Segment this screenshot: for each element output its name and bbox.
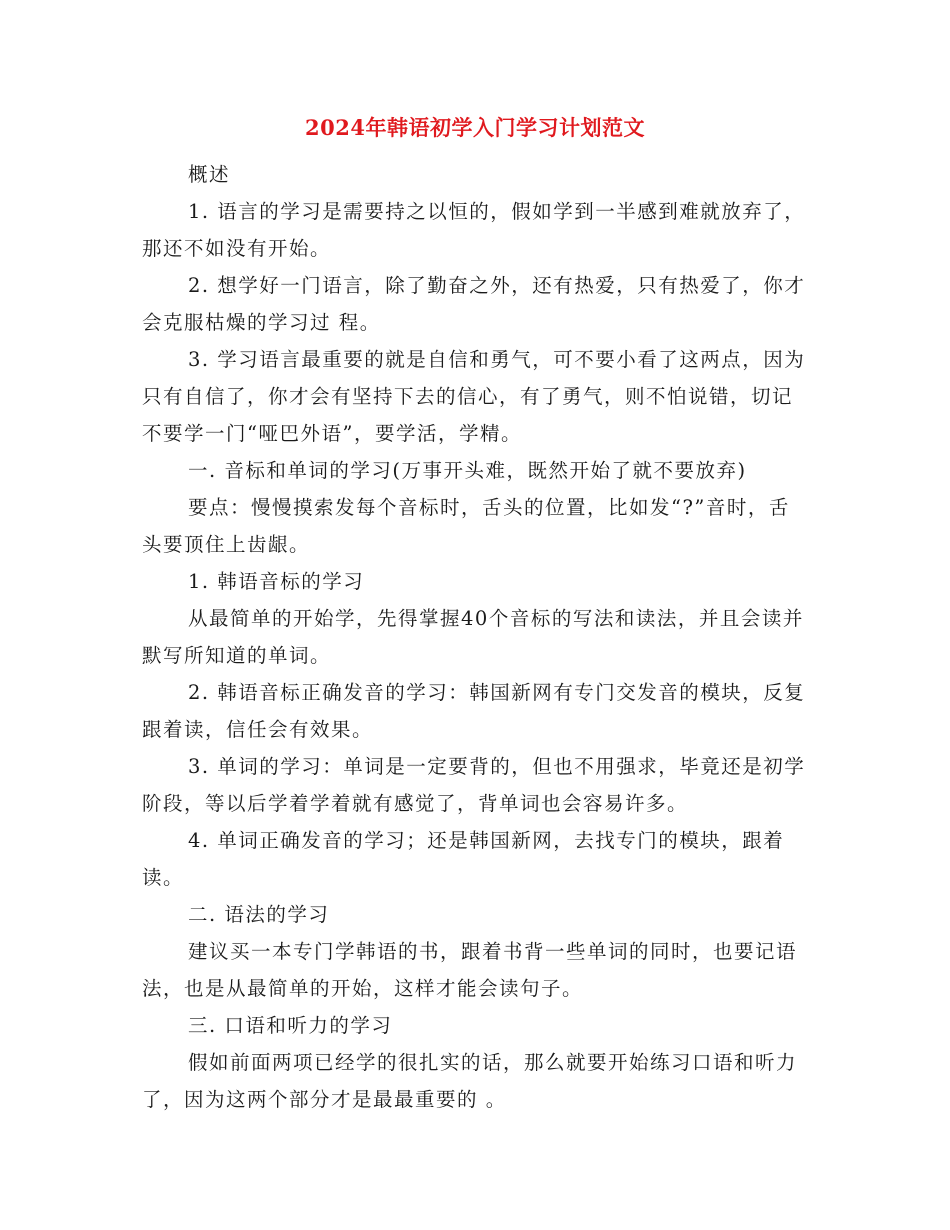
paragraph: 3. 单词的学习：单词是一定要背的，但也不用强求，毕竟还是初学阶段，等以后学着学着就有感觉了，背单词也会容易许多。 [142, 755, 806, 815]
paragraph: 从最简单的开始学，先得掌握40个音标的写法和读法，并且会读并默写所知道的单词。 [142, 607, 804, 667]
paragraph: 2. 韩语音标正确发音的学习：韩国新网有专门交发音的模块，反复跟着读，信任会有效果。 [142, 681, 806, 741]
paragraph-overview-heading: 概述 [188, 163, 231, 186]
paragraph: 建议买一本专门学韩语的书，跟着书背一些单词的同时，也要记语法，也是从最简单的开始，这样才能会读句子。 [142, 940, 798, 1000]
section-heading: 三. 口语和听力的学习 [188, 1014, 393, 1037]
paragraph: 4. 单词正确发音的学习；还是韩国新网，去找专门的模块，跟着读。 [142, 829, 785, 889]
section-heading: 一. 音标和单词的学习(万事开头难，既然开始了就不要放弃) [188, 459, 747, 482]
paragraph: 假如前面两项已经学的很扎实的话，那么就要开始练习口语和听力了，因为这两个部分才是最最重要的 。 [142, 1051, 798, 1111]
document-title: 2024年韩语初学入门学习计划范文 [305, 115, 645, 140]
section-heading: 二. 语法的学习 [188, 903, 330, 926]
paragraph: 2. 想学好一门语言，除了勤奋之外，还有热爱，只有热爱了，你才会克服枯燥的学习过 程。 [142, 274, 806, 334]
paragraph: 3. 学习语言最重要的就是自信和勇气，可不要小看了这两点，因为只有自信了，你才会有坚持下去的信心，有了勇气，则不怕说错，切记不要学一门“哑巴外语”，要学活，学精。 [142, 348, 806, 445]
document-body [142, 156, 810, 1118]
subsection-heading: 1. 韩语音标的学习 [188, 570, 365, 593]
paragraph: 1. 语言的学习是需要持之以恒的，假如学到一半感到难就放弃了，那还不如没有开始。 [142, 200, 806, 260]
paragraph: 要点：慢慢摸索发每个音标时，舌头的位置，比如发“?”音时，舌头要顶住上齿龈。 [142, 496, 790, 556]
